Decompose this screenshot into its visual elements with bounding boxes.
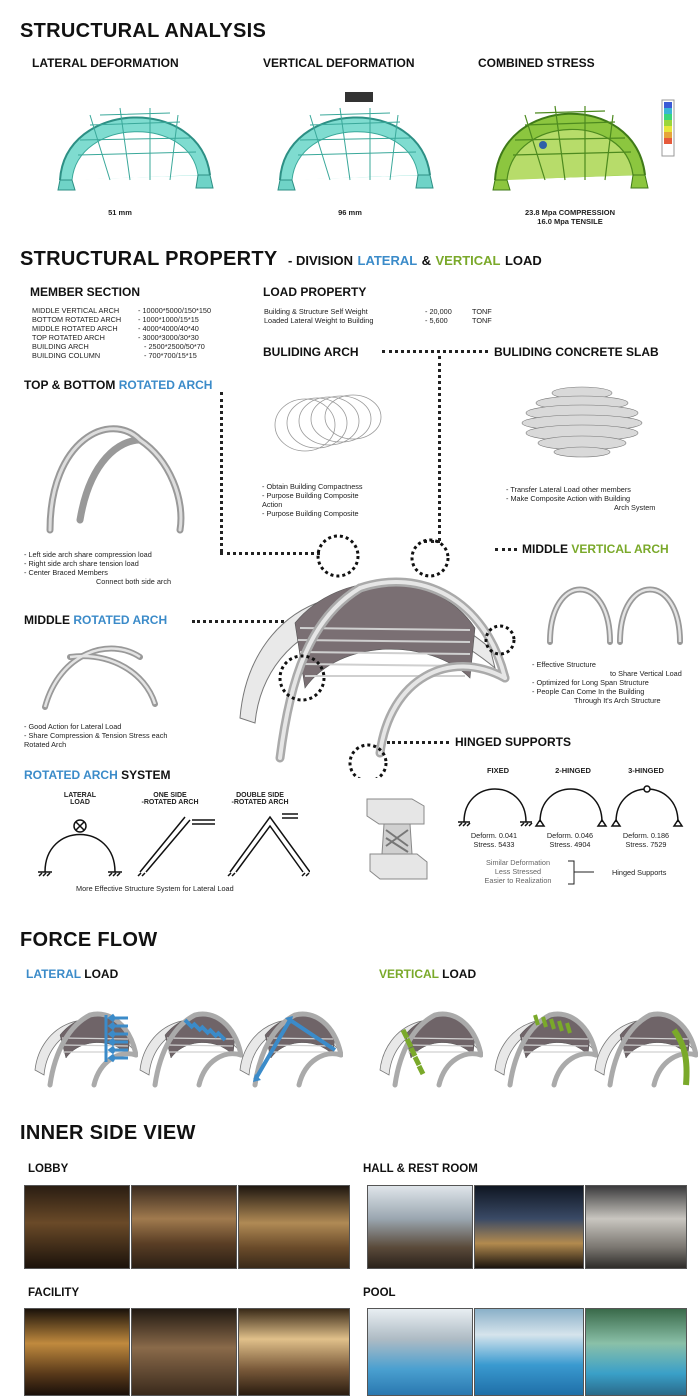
vertical-deformation-value: 96 mm [338, 208, 362, 217]
middle-rotated-title-b: ROTATED ARCH [73, 613, 168, 627]
load-property-values [425, 307, 465, 325]
two-hinged-label: 2-HINGED [555, 766, 591, 775]
concrete-slab-diagram [512, 375, 652, 465]
hinged-arch-diagrams [456, 776, 696, 828]
three-hinged-label: 3-HINGED [628, 766, 664, 775]
vertical-load-model [490, 990, 598, 1090]
rotated-system-diagrams [30, 812, 310, 882]
three-hinged-stress: Stress. 7529 [625, 840, 667, 849]
double-side-caption [215, 792, 305, 806]
top-bottom-notes [24, 550, 171, 586]
stress-legend [660, 98, 678, 158]
middle-rotated-notes [24, 722, 167, 749]
lateral-load-line: LATERAL [63, 792, 97, 799]
building-arch-note: - Obtain Building Compactness [262, 482, 363, 491]
concrete-slab-title: BULIDING CONCRETE SLAB [494, 345, 659, 359]
hall-photo-3 [585, 1185, 687, 1269]
hinged-summary-item: Less Stressed [494, 867, 542, 876]
load-property-title: LOAD PROPERTY [263, 285, 367, 299]
hinged-summary [468, 858, 568, 885]
three-hinged-deform: Deform. 0.186 [622, 831, 670, 840]
middle-rotated-note: Rotated Arch [24, 740, 67, 749]
property-heading [20, 248, 542, 271]
one-side-caption [125, 792, 215, 806]
tensile-value: 16.0 Mpa TENSILE [537, 217, 603, 226]
rotated-system-title-a: ROTATED ARCH [24, 768, 118, 782]
member-value: - 3000*3000/30*30 [138, 333, 199, 342]
middle-vertical-heading [522, 542, 669, 556]
leader-arch-down [438, 356, 441, 541]
vertical-load-heading [379, 967, 476, 981]
property-sub-amp: & [421, 253, 432, 268]
middle-vertical-note: Through It's Arch Structure [574, 696, 661, 705]
pool-label: POOL [363, 1287, 396, 1299]
hall-photo-2 [474, 1185, 584, 1269]
concrete-slab-note: Arch System [614, 503, 656, 512]
member-section-values [138, 306, 258, 360]
vertical-load-model [375, 990, 483, 1090]
three-hinged-stats [616, 831, 676, 849]
middle-rotated-note: - Share Compression & Tension Stress each [24, 731, 168, 740]
load-property-names [264, 307, 424, 325]
load-name: Building & Structure Self Weight [264, 307, 368, 316]
member-name: BUILDING COLUMN [32, 351, 101, 360]
property-title: STRUCTURAL PROPERTY [20, 248, 278, 270]
middle-vertical-note: - Optimized for Long Span Structure [532, 678, 649, 687]
vertical-deformation-model [270, 80, 440, 195]
vertical-load-b: LOAD [442, 967, 477, 981]
member-section-title: MEMBER SECTION [30, 285, 141, 299]
two-hinged-stress: Stress. 4904 [549, 840, 591, 849]
vertical-load-a: VERTICAL [379, 967, 439, 981]
two-hinged-stats [540, 831, 600, 849]
lateral-load-model [135, 990, 243, 1090]
hinged-summary-item: Easier to Realization [484, 876, 552, 885]
lateral-load-model [30, 990, 138, 1090]
fixed-deform: Deform. 0.041 [470, 831, 518, 840]
leader-arch-to-slab [382, 350, 488, 353]
middle-rotated-title-a: MIDDLE [24, 613, 70, 627]
hinged-title: HINGED SUPPORTS [455, 735, 572, 749]
concrete-slab-note: - Transfer Lateral Load other members [506, 485, 631, 494]
load-property-units [472, 307, 502, 325]
rotated-system-title-b: SYSTEM [121, 768, 171, 782]
building-arch-note: - Purpose Building Composite [262, 509, 359, 518]
hinged-summary-bracket [566, 858, 596, 888]
load-unit: TONF [472, 316, 492, 325]
top-bottom-title-b: ROTATED ARCH [118, 378, 213, 392]
load-value: - 5,600 [425, 316, 448, 325]
load-unit: TONF [472, 307, 492, 316]
two-hinged-deform: Deform. 0.046 [546, 831, 594, 840]
top-bottom-heading [24, 378, 212, 392]
double-side-line: DOUBLE SIDE [236, 792, 284, 799]
lateral-load-model [235, 990, 343, 1090]
middle-rotated-arch-diagram [30, 632, 170, 712]
middle-vertical-title-a: MIDDLE [522, 542, 568, 556]
building-arch-note: Action [262, 500, 283, 509]
property-sub-prefix: - DIVISION [288, 253, 354, 268]
lateral-load-caption [50, 792, 110, 806]
member-name: MIDDLE VERTICAL ARCH [32, 306, 120, 315]
lateral-load-heading [26, 967, 118, 981]
load-name: Loaded Lateral Weight to Building [264, 316, 374, 325]
middle-vertical-arch-diagram [540, 562, 690, 647]
combined-stress-model [485, 80, 655, 195]
top-bottom-note: - Center Braced Members [24, 568, 108, 577]
member-value: - 1000*1000/15*15 [138, 315, 199, 324]
lateral-deformation-value: 51 mm [108, 208, 132, 217]
member-value: - 10000*5000/150*150 [138, 306, 212, 315]
rotated-system-heading [24, 768, 170, 782]
member-section-names [32, 306, 142, 360]
lateral-load-b: LOAD [84, 967, 119, 981]
building-arch-notes [262, 482, 363, 518]
fixed-stress: Stress. 5433 [473, 840, 515, 849]
facility-label: FACILITY [28, 1287, 80, 1299]
hall-label: HALL & REST ROOM [363, 1163, 478, 1175]
facility-photo-2 [131, 1308, 237, 1396]
middle-vertical-note: - People Can Come In the Building [532, 687, 645, 696]
property-sub-vertical: VERTICAL [435, 253, 501, 268]
hinged-summary-item: Similar Deformation [485, 858, 551, 867]
middle-rotated-heading [24, 613, 167, 627]
member-value: - 4000*4000/40*40 [138, 324, 199, 333]
hinged-summary-label: Hinged Supports [612, 868, 667, 877]
member-value: - 2500*2500/50*70 [144, 342, 205, 351]
top-bottom-note: Connect both side arch [96, 577, 172, 586]
fixed-stats [464, 831, 524, 849]
combined-stress-label: COMBINED STRESS [478, 56, 595, 70]
top-bottom-note: - Left side arch share compression load [24, 550, 152, 559]
pool-photo-3 [585, 1308, 687, 1396]
pool-photo-1 [367, 1308, 473, 1396]
lobby-label: LOBBY [28, 1163, 69, 1175]
lateral-deformation-model [50, 80, 220, 195]
concrete-slab-notes [506, 485, 655, 512]
vertical-load-model [590, 990, 698, 1090]
one-side-line: ONE SIDE [153, 792, 187, 799]
middle-vertical-note: to Share Vertical Load [610, 669, 682, 678]
top-bottom-arch-diagram [20, 400, 200, 540]
inner-view-title: INNER SIDE VIEW [20, 1122, 196, 1144]
member-name: TOP ROTATED ARCH [32, 333, 105, 342]
concrete-slab-note: - Make Composite Action with Building [506, 494, 631, 503]
lobby-photo-3 [238, 1185, 350, 1269]
member-name: BOTTOM ROTATED ARCH [32, 315, 122, 324]
vertical-deformation-label: VERTICAL DEFORMATION [263, 56, 415, 70]
lateral-load-a: LATERAL [26, 967, 81, 981]
double-side-line: -ROTATED ARCH [231, 799, 289, 806]
property-sub-lateral: LATERAL [357, 253, 418, 268]
hall-photo-1 [367, 1185, 473, 1269]
lobby-photo-1 [24, 1185, 130, 1269]
lateral-deformation-label: LATERAL DEFORMATION [32, 56, 179, 70]
building-arch-diagram [265, 385, 395, 455]
force-flow-models [30, 990, 695, 1090]
one-side-line: -ROTATED ARCH [141, 799, 199, 806]
middle-vertical-notes [532, 660, 682, 705]
pool-photo-2 [474, 1308, 584, 1396]
analysis-title: STRUCTURAL ANALYSIS [20, 20, 267, 42]
rotated-system-caption: More Effective Structure System for Lateral Load [76, 884, 234, 893]
compression-value: 23.8 Mpa COMPRESSION [524, 208, 616, 217]
top-bottom-title-a: TOP & BOTTOM [24, 378, 116, 392]
member-value: - 700*700/15*15 [144, 351, 197, 360]
facility-photo-3 [238, 1308, 350, 1396]
top-bottom-note: - Right side arch share tension load [24, 559, 139, 568]
leader-hinged [387, 741, 449, 744]
fixed-label: FIXED [486, 766, 510, 775]
building-arch-title: BULIDING ARCH [263, 345, 359, 359]
load-value: - 20,000 [425, 307, 452, 316]
lobby-photo-2 [131, 1185, 237, 1269]
middle-vertical-note: - Effective Structure [532, 660, 596, 669]
middle-vertical-title-b: VERTICAL ARCH [571, 542, 669, 556]
support-block-model [362, 794, 432, 884]
member-name: BUILDING ARCH [32, 342, 89, 351]
building-arch-note: - Purpose Building Composite [262, 491, 359, 500]
property-sub-load: LOAD [504, 253, 542, 268]
force-flow-title: FORCE FLOW [20, 929, 158, 951]
facility-photo-1 [24, 1308, 130, 1396]
lateral-load-line: LOAD [70, 799, 90, 806]
middle-rotated-note: - Good Action for Lateral Load [24, 722, 122, 731]
member-name: MIDDLE ROTATED ARCH [32, 324, 118, 333]
